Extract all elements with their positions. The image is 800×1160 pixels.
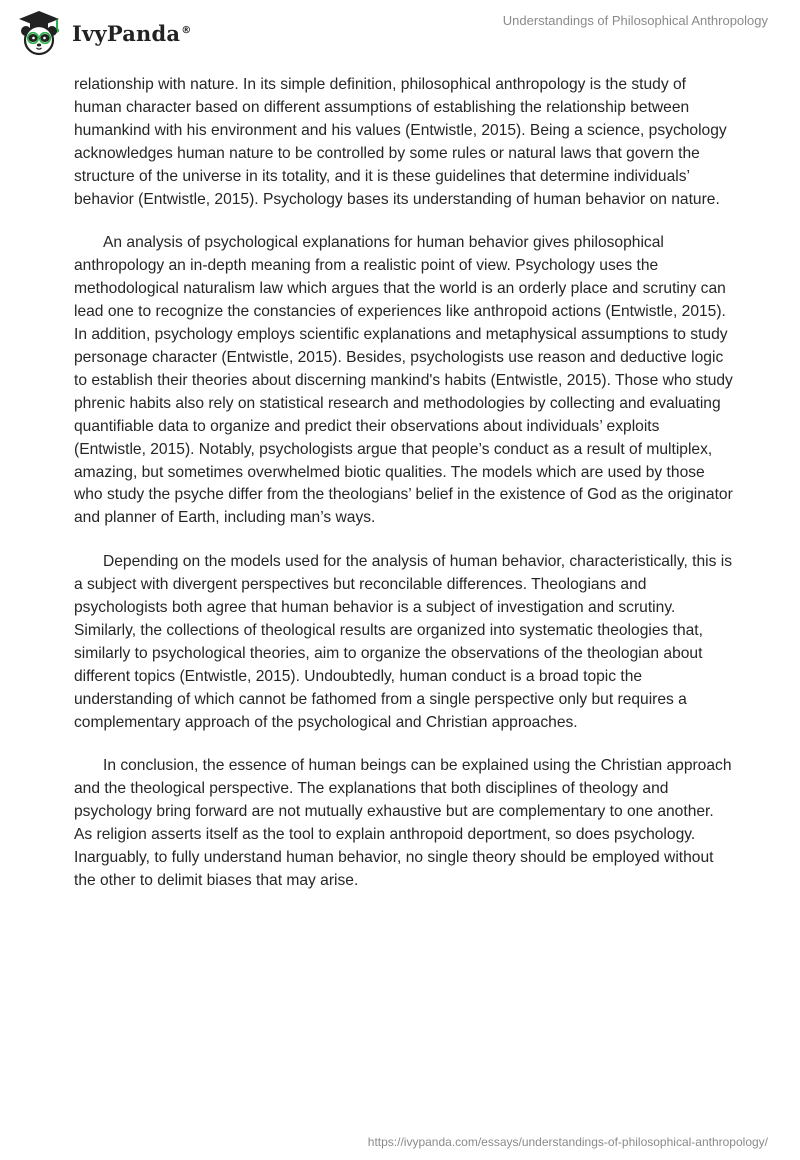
- essay-body: [74, 74, 734, 914]
- paragraph: An analysis of psychological explanations for human behavior gives philosophical anthropology an in-depth meaning from a realistic point of view. Psychology uses the methodological naturalism law which argues that the world is an orderly place and scrutiny can lead one to recognize the constancies of experiences like anthropoid actions (Entwistle, 2015). In addition, psychology employs scientific explanations and metaphysical assumptions to study personage character (Entwistle, 2015). Besides, psychologists use reason and deductive logic to establish their theories about discerning mankind's habits (Entwistle, 2015). Those who study phrenic habits also rely on statistical research and methodologies by collecting and evaluating quantifiable data to organize and predict their observations about individuals’ exploits (Entwistle, 2015). Notably, psychologists argue that people’s conduct as a result of multiplex, amazing, but sometimes overwhelmed biotic qualities. The models which are used by those who study the psyche differ from the theologians’ belief in the existence of God as the originator and planner of Earth, including man’s ways.: [74, 234, 733, 527]
- brand-name: [72, 21, 191, 46]
- registered-mark: ®: [181, 24, 192, 36]
- ivypanda-logo[interactable]: [14, 8, 191, 58]
- paragraph: Depending on the models used for the analysis of human behavior, characteristically, this is a subject with divergent perspectives but reconcilable differences. Theologians and psychologists both agree that human behavior is a subject of investigation and scrutiny. Similarly, the collections of theological results are organized into systematic theologies that, similarly to psychological theories, aim to organize the observations of the theologian about different topics (Entwistle, 2015). Undoubtedly, human conduct is a broad topic the understanding of which cannot be fathomed from a single perspective only but requires a complementary approach of the psychological and Christian approaches.: [74, 553, 733, 731]
- page-header: [0, 0, 800, 66]
- source-url-link[interactable]: https://ivypanda.com/essays/understandings-of-philosophical-anthropology/: [367, 1135, 768, 1149]
- paragraph: relationship with nature. In its simple definition, philosophical anthropology is the study of human character based on different assumptions of establishing the relationship between humankind with his environment and his values (Entwistle, 2015). Being a science, psychology acknowledges human nature to be controlled by some rules or natural laws that govern the structure of the universe in its totality, and it is these guidelines that determine individuals’ behavior (Entwistle, 2015). Psychology bases its understanding of human behavior on nature.: [74, 76, 727, 208]
- panda-graduate-icon: [14, 8, 64, 58]
- brand-name-text: IvyPanda: [72, 20, 181, 46]
- document-title: Understandings of Philosophical Anthropology: [502, 13, 768, 28]
- paragraph: In conclusion, the essence of human beings can be explained using the Christian approach and the theological perspective. The explanations that both disciplines of theology and psychology bring forward are not mutually exhaustive but are complementary to one another. As religion asserts itself as the tool to explain anthropoid deportment, so does psychology. Inarguably, to fully understand human behavior, no single theory should be employed without the other to delimit biases that may arise.: [74, 757, 732, 889]
